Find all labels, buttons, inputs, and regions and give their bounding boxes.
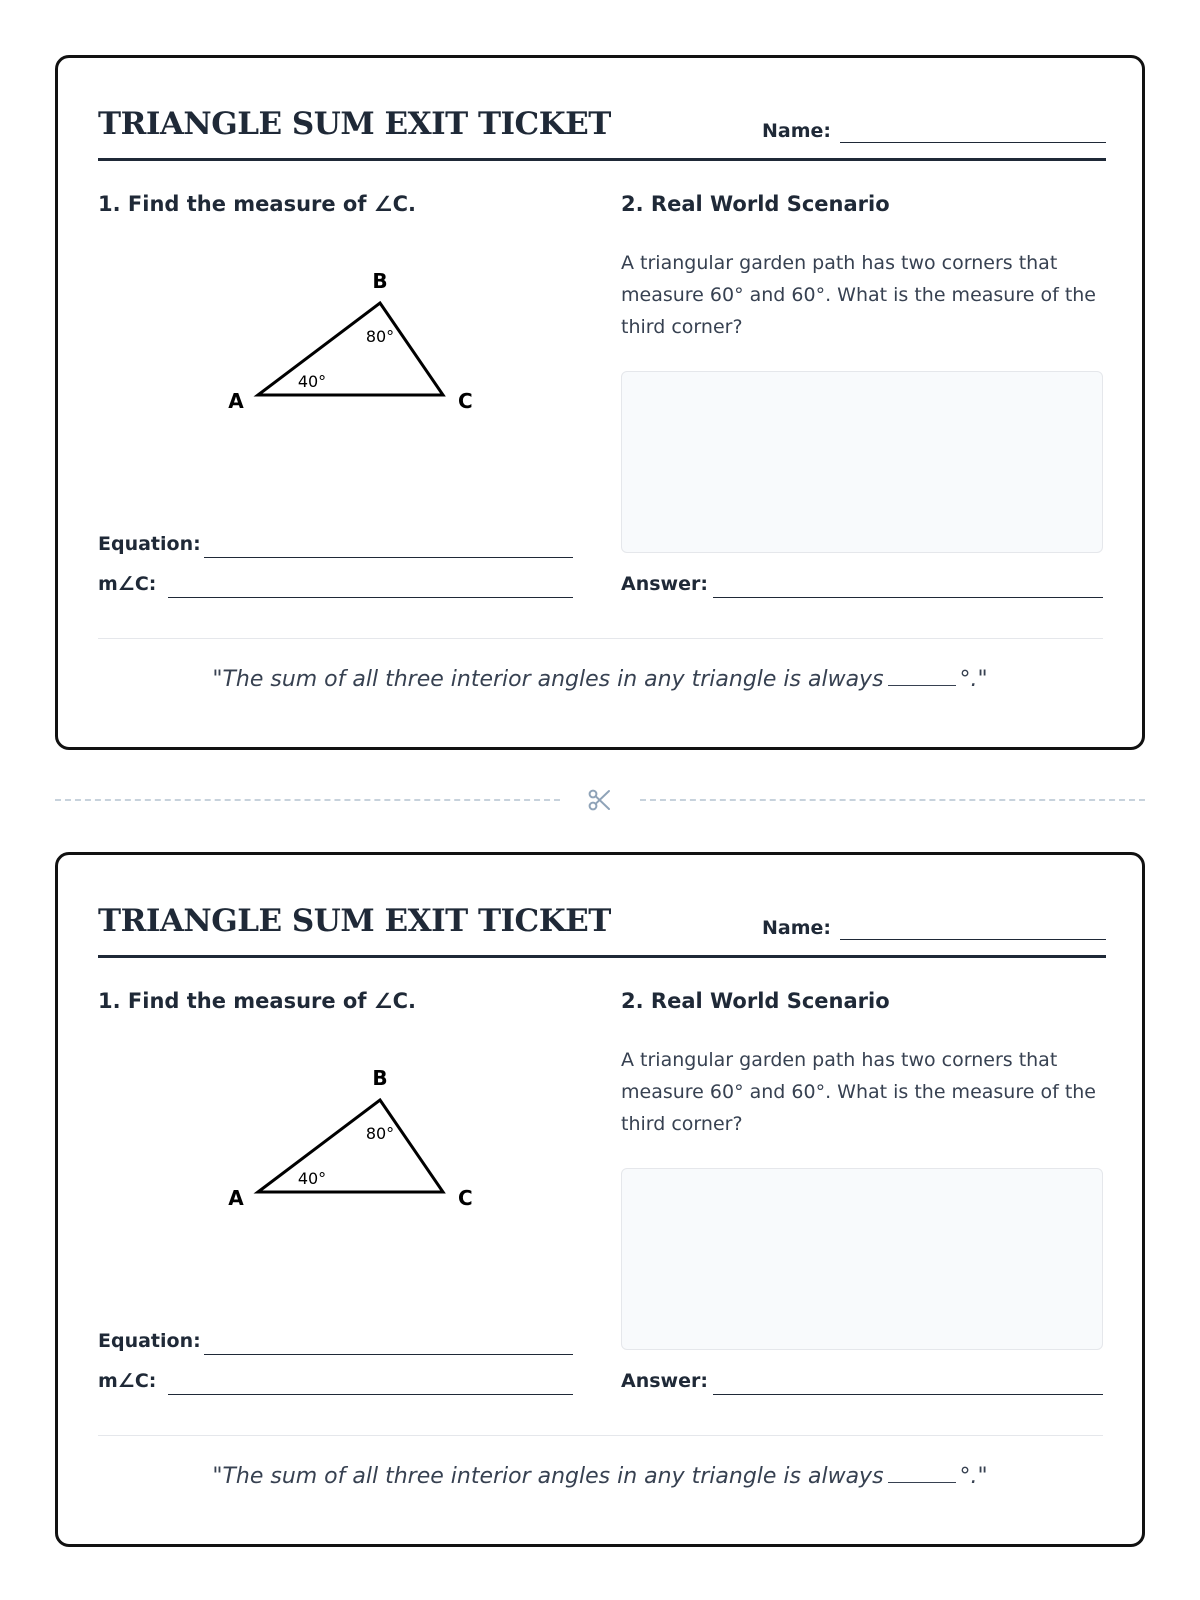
angle-c-label: m∠C: (98, 573, 157, 595)
triangle-shape (258, 1100, 443, 1192)
vertex-label-b: B (372, 269, 388, 293)
exit-ticket (55, 55, 1145, 750)
section-divider (98, 1435, 1103, 1436)
vertex-label-a: A (228, 389, 244, 413)
ticket-header (98, 895, 1106, 958)
scenario-text: A triangular garden path has two corners that measure 60° and 60°. What is the measure of the third corner? (621, 1049, 1096, 1135)
cut-line-right (640, 799, 1145, 801)
angle-label-b: 80° (365, 1124, 395, 1143)
vertex-label-c: C (458, 389, 473, 413)
summary-text-before: "The sum of all three interior angles in any triangle is always (212, 667, 884, 692)
triangle-shape (258, 303, 443, 395)
answer-label: Answer: (621, 573, 708, 595)
angle-label-a: 40° (297, 372, 327, 391)
name-label: Name: (762, 917, 832, 939)
equation-label: Equation: (98, 1330, 201, 1352)
summary-blank[interactable] (888, 685, 956, 686)
answer-label: Answer: (621, 1370, 708, 1392)
angle-c-label: m∠C: (98, 1370, 157, 1392)
summary-text-before: "The sum of all three interior angles in any triangle is always (212, 1464, 884, 1489)
question-1-title: 1. Find the measure of ∠C. (98, 989, 417, 1013)
scenario-text: A triangular garden path has two corners that measure 60° and 60°. What is the measure of the third corner? (621, 252, 1096, 338)
answer-field[interactable] (713, 1394, 1103, 1395)
vertex-label-c: C (458, 1186, 473, 1210)
work-area[interactable] (621, 1168, 1103, 1350)
angle-label-b: 80° (365, 327, 395, 346)
name-field[interactable] (840, 142, 1106, 143)
question-2-title: 2. Real World Scenario (621, 989, 890, 1013)
summary-blank[interactable] (888, 1482, 956, 1483)
summary-text-after: °." (959, 667, 988, 692)
summary-statement (58, 1464, 1142, 1489)
cut-line-left (55, 799, 560, 801)
answer-field[interactable] (713, 597, 1103, 598)
exit-ticket (55, 852, 1145, 1547)
vertex-label-a: A (228, 1186, 244, 1210)
summary-text-after: °." (959, 1464, 988, 1489)
question-1-title: 1. Find the measure of ∠C. (98, 192, 417, 216)
equation-field[interactable] (204, 1354, 573, 1355)
equation-label: Equation: (98, 533, 201, 555)
angle-label-a: 40° (297, 1169, 327, 1188)
ticket-title: TRIANGLE SUM EXIT TICKET (98, 903, 611, 939)
name-label: Name: (762, 120, 832, 142)
summary-statement (58, 667, 1142, 692)
equation-field[interactable] (204, 557, 573, 558)
angle-c-field[interactable] (168, 597, 573, 598)
question-2-title: 2. Real World Scenario (621, 192, 890, 216)
scissors-icon (586, 787, 612, 813)
ticket-title: TRIANGLE SUM EXIT TICKET (98, 106, 611, 142)
vertex-label-b: B (372, 1066, 388, 1090)
name-field[interactable] (840, 939, 1106, 940)
triangle-diagram (208, 1055, 518, 1225)
section-divider (98, 638, 1103, 639)
angle-c-field[interactable] (168, 1394, 573, 1395)
triangle-diagram (208, 258, 518, 428)
ticket-header (98, 98, 1106, 161)
work-area[interactable] (621, 371, 1103, 553)
